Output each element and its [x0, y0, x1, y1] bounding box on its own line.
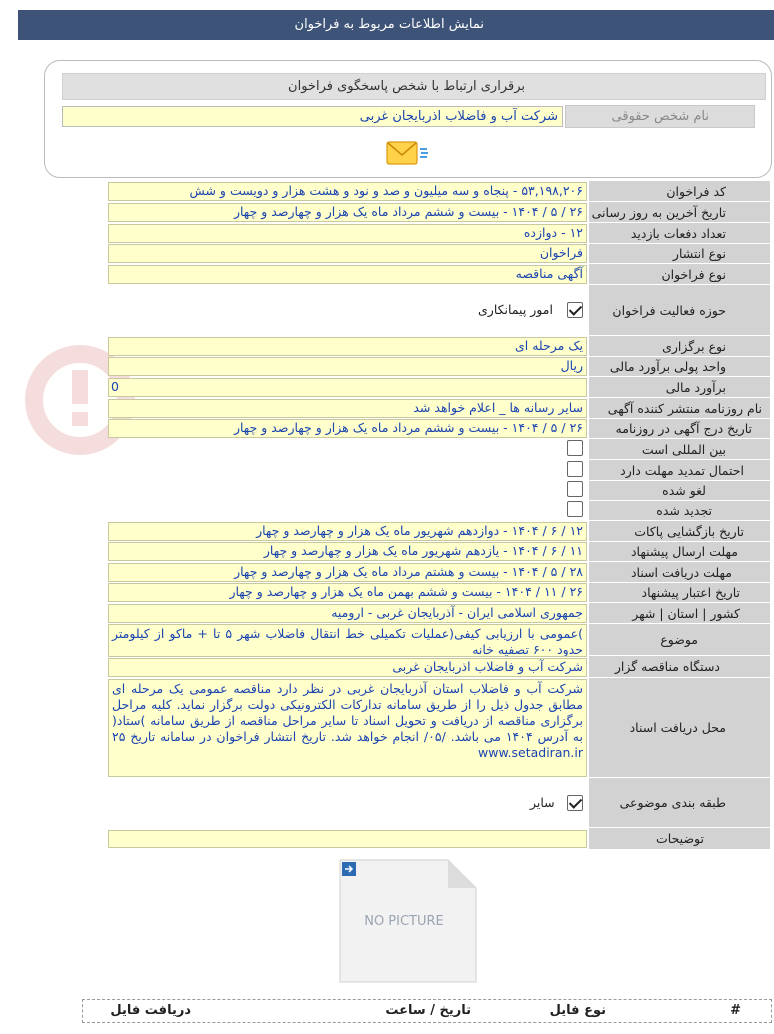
- holding-type-label: نوع برگزاری: [589, 336, 770, 357]
- page-header: [18, 10, 774, 40]
- renewed-checkbox[interactable]: [567, 501, 583, 517]
- renewed-label: تجدید شده: [589, 501, 770, 521]
- legal-entity-label: نام شخص حقوقی: [565, 105, 755, 128]
- envelope-icon[interactable]: [385, 138, 431, 168]
- international-checkbox[interactable]: [567, 440, 583, 456]
- organizer-label: دستگاه مناقصه گزار: [589, 656, 770, 678]
- no-picture-text: NO PICTURE: [364, 914, 444, 929]
- newspaper-value: سایر رسانه ها _ اعلام خواهد شد: [108, 399, 587, 418]
- last-update-value: ۲۶ / ۵ / ۱۴۰۴ - بیست و ششم مرداد ماه یک هزار و چهارصد و چهار: [108, 203, 587, 222]
- category-text: سایر: [530, 795, 555, 810]
- visits-label: تعداد دفعات بازدید: [589, 223, 770, 244]
- extension-checkbox[interactable]: [567, 461, 583, 477]
- cancelled-label: لغو شده: [589, 481, 770, 501]
- subject-value: )عمومی با ارزیابی کیفی(عملیات تکمیلی خط انتقال فاضلاب شهر ۵ تا + ماکو از کیلومتر حدود ۶۰۰ تصفیه خانه: [108, 624, 587, 657]
- newspaper-label: نام روزنامه منتشر کننده آگهی: [589, 398, 770, 419]
- opening-date-label: تاریخ بازگشایی پاکات: [589, 521, 770, 542]
- location-value: جمهوری اسلامی ایران - آذربایجان غربی - ارومیه: [108, 604, 587, 623]
- submit-deadline-label: مهلت ارسال پیشنهاد: [589, 542, 770, 562]
- estimate-value: 0: [108, 378, 587, 397]
- holding-type-value: یک مرحله ای: [108, 337, 587, 356]
- category-checkbox[interactable]: [567, 795, 583, 811]
- validity-date-label: تاریخ اعتبار پیشنهاد: [589, 583, 770, 603]
- currency-value: ریال: [108, 357, 587, 376]
- call-type-label: نوع فراخوان: [589, 264, 770, 285]
- doc-deadline-label: مهلت دریافت اسناد: [589, 562, 770, 583]
- doc-place-label: محل دریافت اسناد: [589, 678, 770, 778]
- legal-entity-value: شرکت آب و فاضلاب اذربایجان غربی: [62, 106, 563, 127]
- extension-label: احتمال تمدید مهلت دارد: [589, 460, 770, 481]
- description-value: [108, 830, 587, 848]
- visits-value: ۱۲ - دوازده: [108, 224, 587, 243]
- col-date-time: تاریخ / ساعت: [385, 1003, 471, 1018]
- newspaper-date-value: ۲۶ / ۵ / ۱۴۰۴ - بیست و ششم مرداد ماه یک هزار و چهارصد و چهار: [108, 419, 587, 438]
- opening-date-value: ۱۲ / ۶ / ۱۴۰۴ - دوازدهم شهریور ماه یک هزار و چهارصد و چهار: [108, 522, 587, 541]
- description-label: توضیحات: [589, 828, 770, 850]
- publish-type-label: نوع انتشار: [589, 244, 770, 264]
- page-title: نمایش اطلاعات مربوط به فراخوان: [294, 17, 484, 32]
- col-num: #: [730, 1003, 741, 1018]
- validity-date-value: ۲۶ / ۱۱ / ۱۴۰۴ - بیست و ششم بهمن ماه یک هزار و چهارصد و چهار: [108, 583, 587, 602]
- cancelled-checkbox[interactable]: [567, 481, 583, 497]
- activity-scope-text: امور پیمانکاری: [478, 302, 553, 317]
- last-update-label: تاریخ آخرین به روز رسانی: [589, 202, 770, 223]
- contact-title: برقراری ارتباط با شخص پاسخگوی فراخوان: [62, 73, 766, 100]
- files-table-header: [82, 999, 772, 1023]
- activity-scope-label: حوزه فعالیت فراخوان: [589, 285, 770, 336]
- currency-label: واحد پولی برآورد مالی: [589, 357, 770, 377]
- international-label: بین المللی است: [589, 439, 770, 460]
- call-type-value: آگهی مناقصه: [108, 265, 587, 284]
- activity-scope-checkbox[interactable]: [567, 302, 583, 318]
- location-label: کشور | استان | شهر: [589, 603, 770, 624]
- doc-deadline-value: ۲۸ / ۵ / ۱۴۰۴ - بیست و هشتم مرداد ماه یک هزار و چهارصد و چهار: [108, 563, 587, 582]
- organizer-value: شرکت آب و فاضلاب اذربایجان غربی: [108, 658, 587, 677]
- code-value: ۵۳,۱۹۸,۲۰۶ - پنجاه و سه میلیون و صد و نود و هشت هزار و دویست و شش: [108, 182, 587, 201]
- publish-type-value: فراخوان: [108, 244, 587, 263]
- doc-place-value: شرکت آب و فاضلاب استان آذربایجان غربی در نظر دارد مناقصه عمومی یک مرحله ای مطابق جدول ذیل را از طریق سامانه تدارکات الکترونیکی دولت برگزار نماید. کلیه مراحل برگزاری مناقصه از دریافت و تحویل اسناد تا سایر مراحل مناقصه از طریق سامانه )ستاد( به آدرس ۱۴۰۴ می باشد. /۰۵/ انجام خواهد شد. تاریخ انتشار فراخوان در سامانه تاریخ ۲۵ www.setadiran.ir: [108, 679, 587, 777]
- subject-label: موضوع: [589, 624, 770, 656]
- estimate-label: برآورد مالی: [589, 377, 770, 398]
- submit-deadline-value: ۱۱ / ۶ / ۱۴۰۴ - یازدهم شهریور ماه یک هزار و چهارصد و چهار: [108, 542, 587, 561]
- no-picture-image: [338, 858, 478, 984]
- code-label: کد فراخوان: [589, 181, 770, 202]
- col-file-type: نوع فایل: [549, 1003, 606, 1018]
- category-label: طبقه بندی موضوعی: [589, 778, 770, 828]
- newspaper-date-label: تاریخ درج آگهی در روزنامه: [589, 419, 770, 439]
- col-download: دریافت فایل: [110, 1003, 191, 1018]
